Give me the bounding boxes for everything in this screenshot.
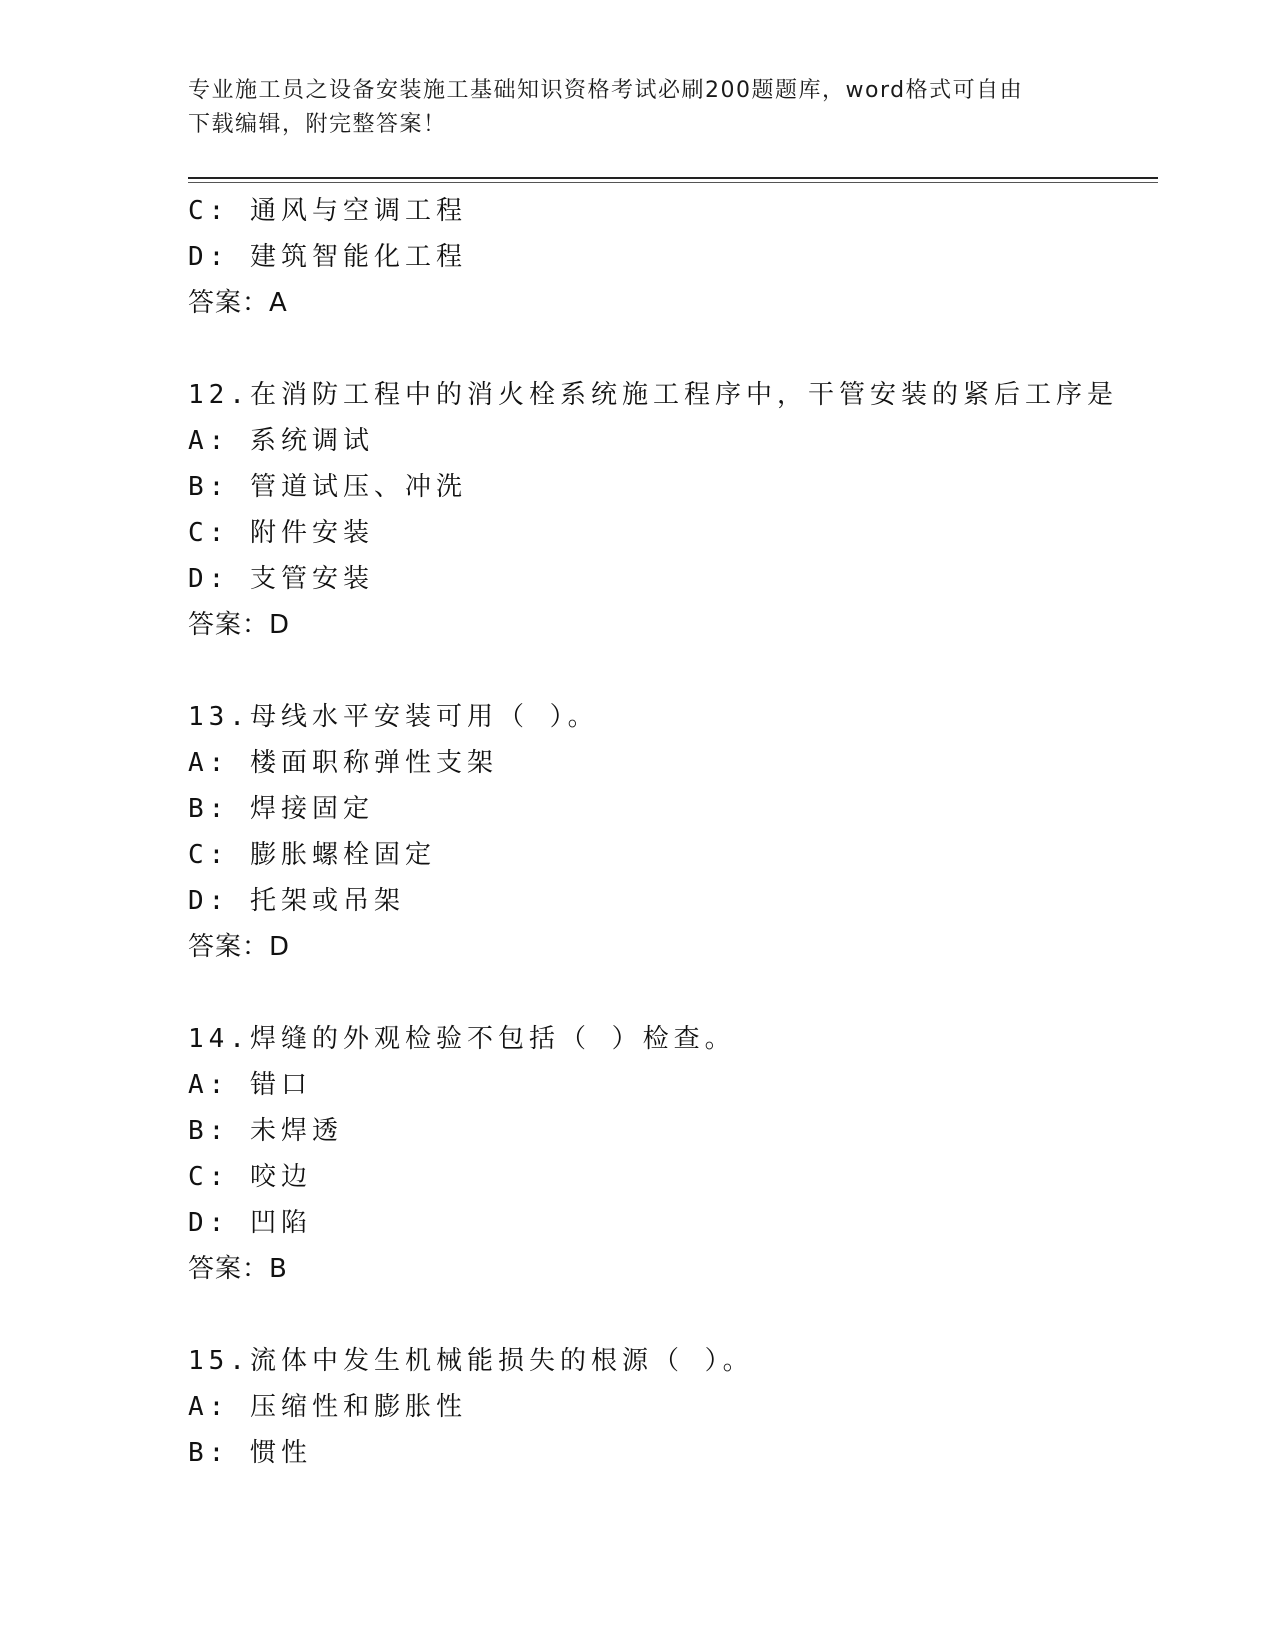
option-a: A: 压缩性和膨胀性	[188, 1392, 467, 1422]
option-c: C: 膨胀螺栓固定	[188, 840, 436, 870]
spacer	[188, 326, 1158, 372]
question-block-15	[188, 1338, 1158, 1476]
option-d: D: 凹陷	[188, 1208, 312, 1238]
header-divider-thick	[188, 177, 1158, 179]
document-header	[188, 74, 1088, 142]
question-block-12	[188, 372, 1158, 648]
question-stem: 14.焊缝的外观检验不包括（ ）检查。	[188, 1024, 736, 1054]
answer-line: 答案：D	[188, 610, 291, 640]
header-line-2: 下载编辑，附完整答案！	[188, 112, 447, 137]
answer-line: 答案：D	[188, 932, 291, 962]
option-b: B: 焊接固定	[188, 794, 374, 824]
question-stem: 15.流体中发生机械能损失的根源（ ）。	[188, 1346, 754, 1376]
option-a: A: 错口	[188, 1070, 312, 1100]
spacer	[188, 970, 1158, 1016]
question-list	[188, 188, 1158, 1476]
question-block-continued	[188, 188, 1158, 326]
option-d: D: 托架或吊架	[188, 886, 405, 916]
option-d: D: 支管安装	[188, 564, 374, 594]
option-d: D: 建筑智能化工程	[188, 242, 467, 272]
header-divider-thin	[188, 182, 1158, 183]
spacer	[188, 648, 1158, 694]
answer-line: 答案：B	[188, 1254, 288, 1284]
question-block-13	[188, 694, 1158, 970]
option-a: A: 楼面职称弹性支架	[188, 748, 498, 778]
question-stem: 13.母线水平安装可用（ ）。	[188, 702, 599, 732]
header-line-1: 专业施工员之设备安装施工基础知识资格考试必刷200题题库，word格式可自由	[188, 78, 1024, 103]
option-b: B: 惯性	[188, 1438, 312, 1468]
spacer	[188, 1292, 1158, 1338]
option-c: C: 咬边	[188, 1162, 312, 1192]
question-block-14	[188, 1016, 1158, 1292]
option-b: B: 未焊透	[188, 1116, 343, 1146]
option-b: B: 管道试压、冲洗	[188, 472, 467, 502]
option-a: A: 系统调试	[188, 426, 374, 456]
question-stem: 12.在消防工程中的消火栓系统施工程序中，干管安装的紧后工序是	[188, 380, 1118, 410]
option-c: C: 附件安装	[188, 518, 374, 548]
answer-line: 答案：A	[188, 288, 288, 318]
option-c: C: 通风与空调工程	[188, 196, 467, 226]
